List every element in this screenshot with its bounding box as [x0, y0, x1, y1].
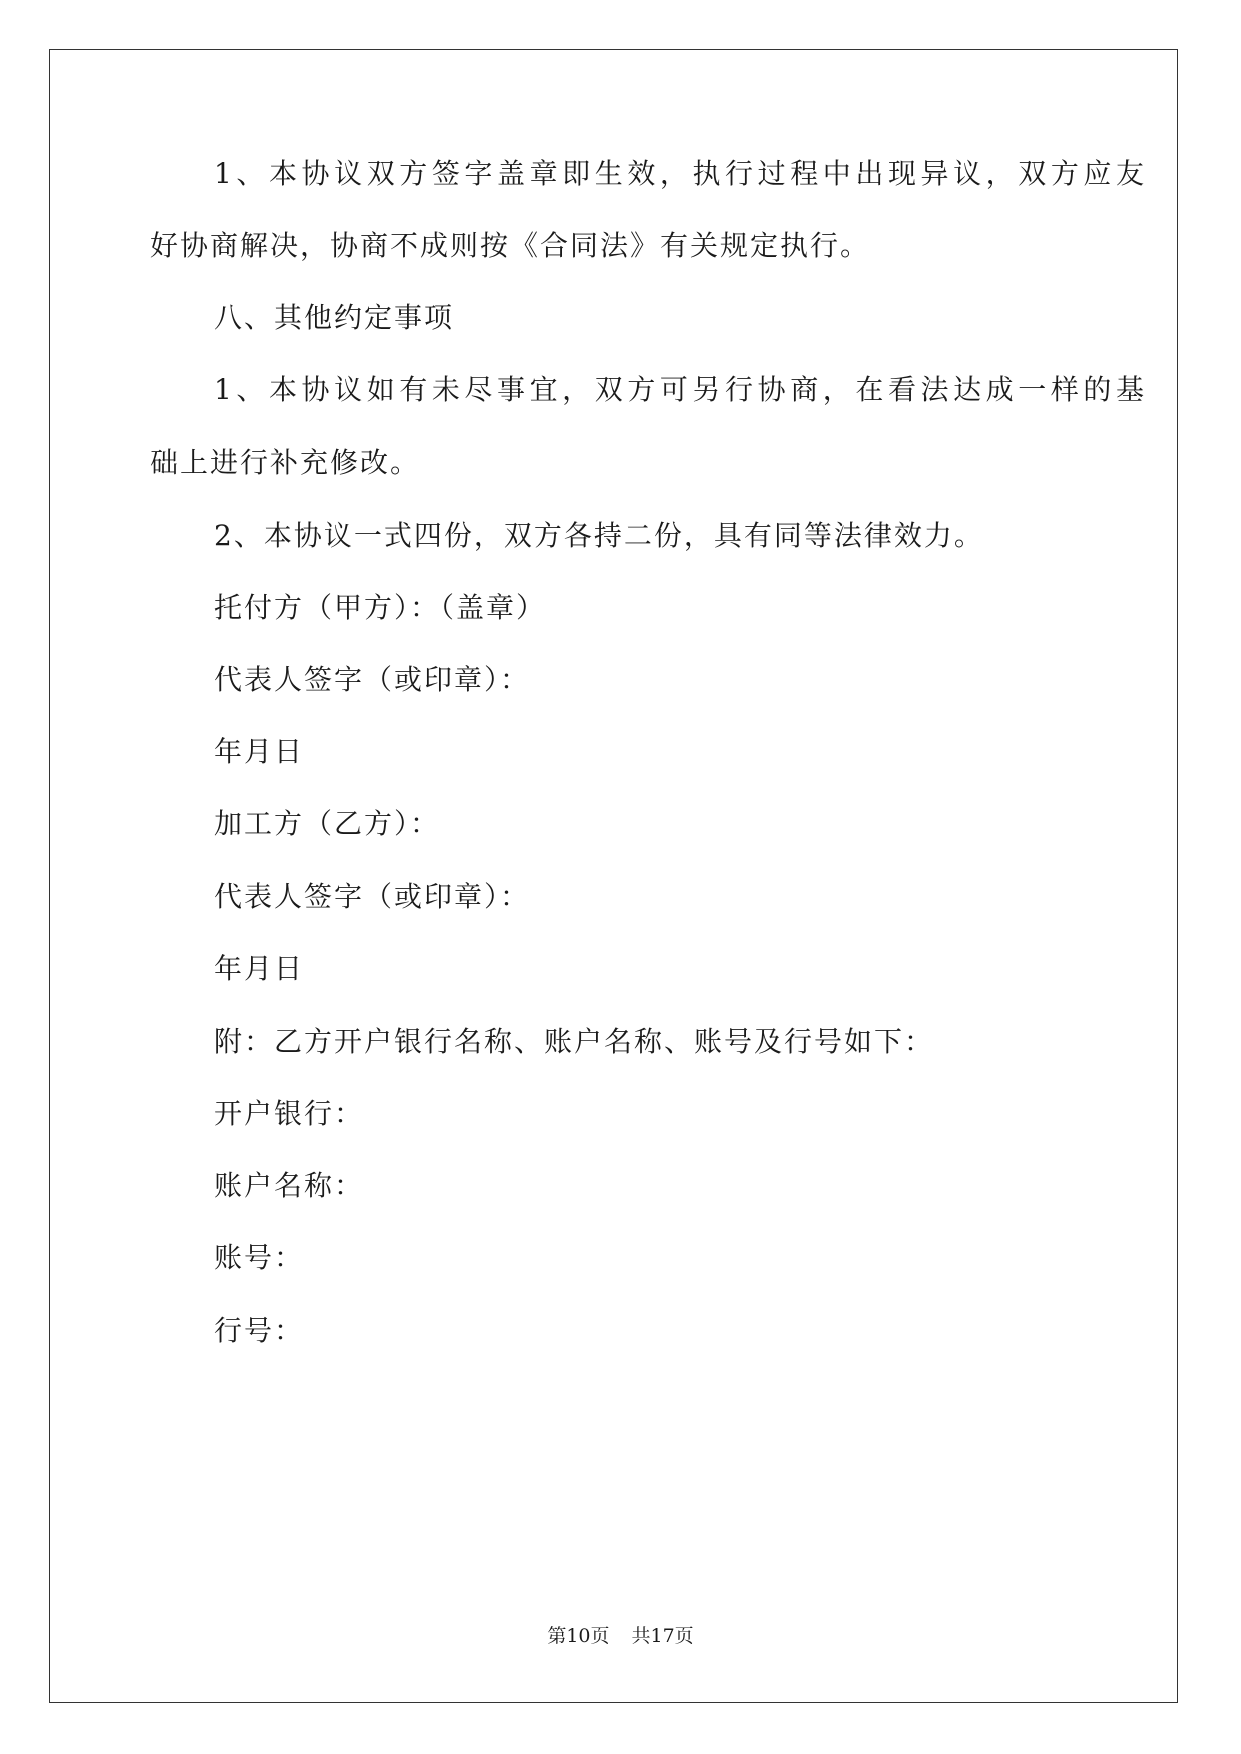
total-page-count: 共17页 — [631, 1625, 694, 1647]
party-a-label: 托付方（甲方）：（盖章） — [214, 591, 547, 624]
appendix-note: 附：乙方开户银行名称、账户名称、账号及行号如下： — [214, 1025, 935, 1058]
page-border — [49, 49, 1178, 1703]
party-b-date: 年月日 — [214, 952, 305, 985]
party-b-representative: 代表人签字（或印章）： — [214, 880, 531, 913]
clause-1-line-2: 好协商解决，协商不成则按《合同法》有关规定执行。 — [150, 229, 871, 262]
clause-8-1-line-1: 1、本协议如有未尽事宜，双方可另行协商，在看法达成一样的基 — [214, 373, 1144, 406]
party-a-date: 年月日 — [214, 735, 305, 768]
account-number-field: 账号： — [214, 1241, 305, 1274]
current-page-number: 第10页 — [547, 1625, 610, 1647]
clause-8-2: 2、本协议一式四份，双方各持二份，具有同等法律效力。 — [214, 519, 984, 552]
section-heading-8: 八、其他约定事项 — [214, 301, 455, 334]
party-a-representative: 代表人签字（或印章）： — [214, 663, 531, 696]
account-name-field: 账户名称： — [214, 1169, 365, 1202]
bank-code-field: 行号： — [214, 1314, 305, 1347]
clause-1-line-1: 1、本协议双方签字盖章即生效，执行过程中出现异议，双方应友 — [214, 157, 1144, 190]
party-b-label: 加工方（乙方）： — [214, 807, 441, 840]
bank-name-field: 开户银行： — [214, 1097, 365, 1130]
clause-8-1-line-2: 础上进行补充修改。 — [150, 446, 421, 479]
page-footer — [0, 1624, 1241, 1648]
